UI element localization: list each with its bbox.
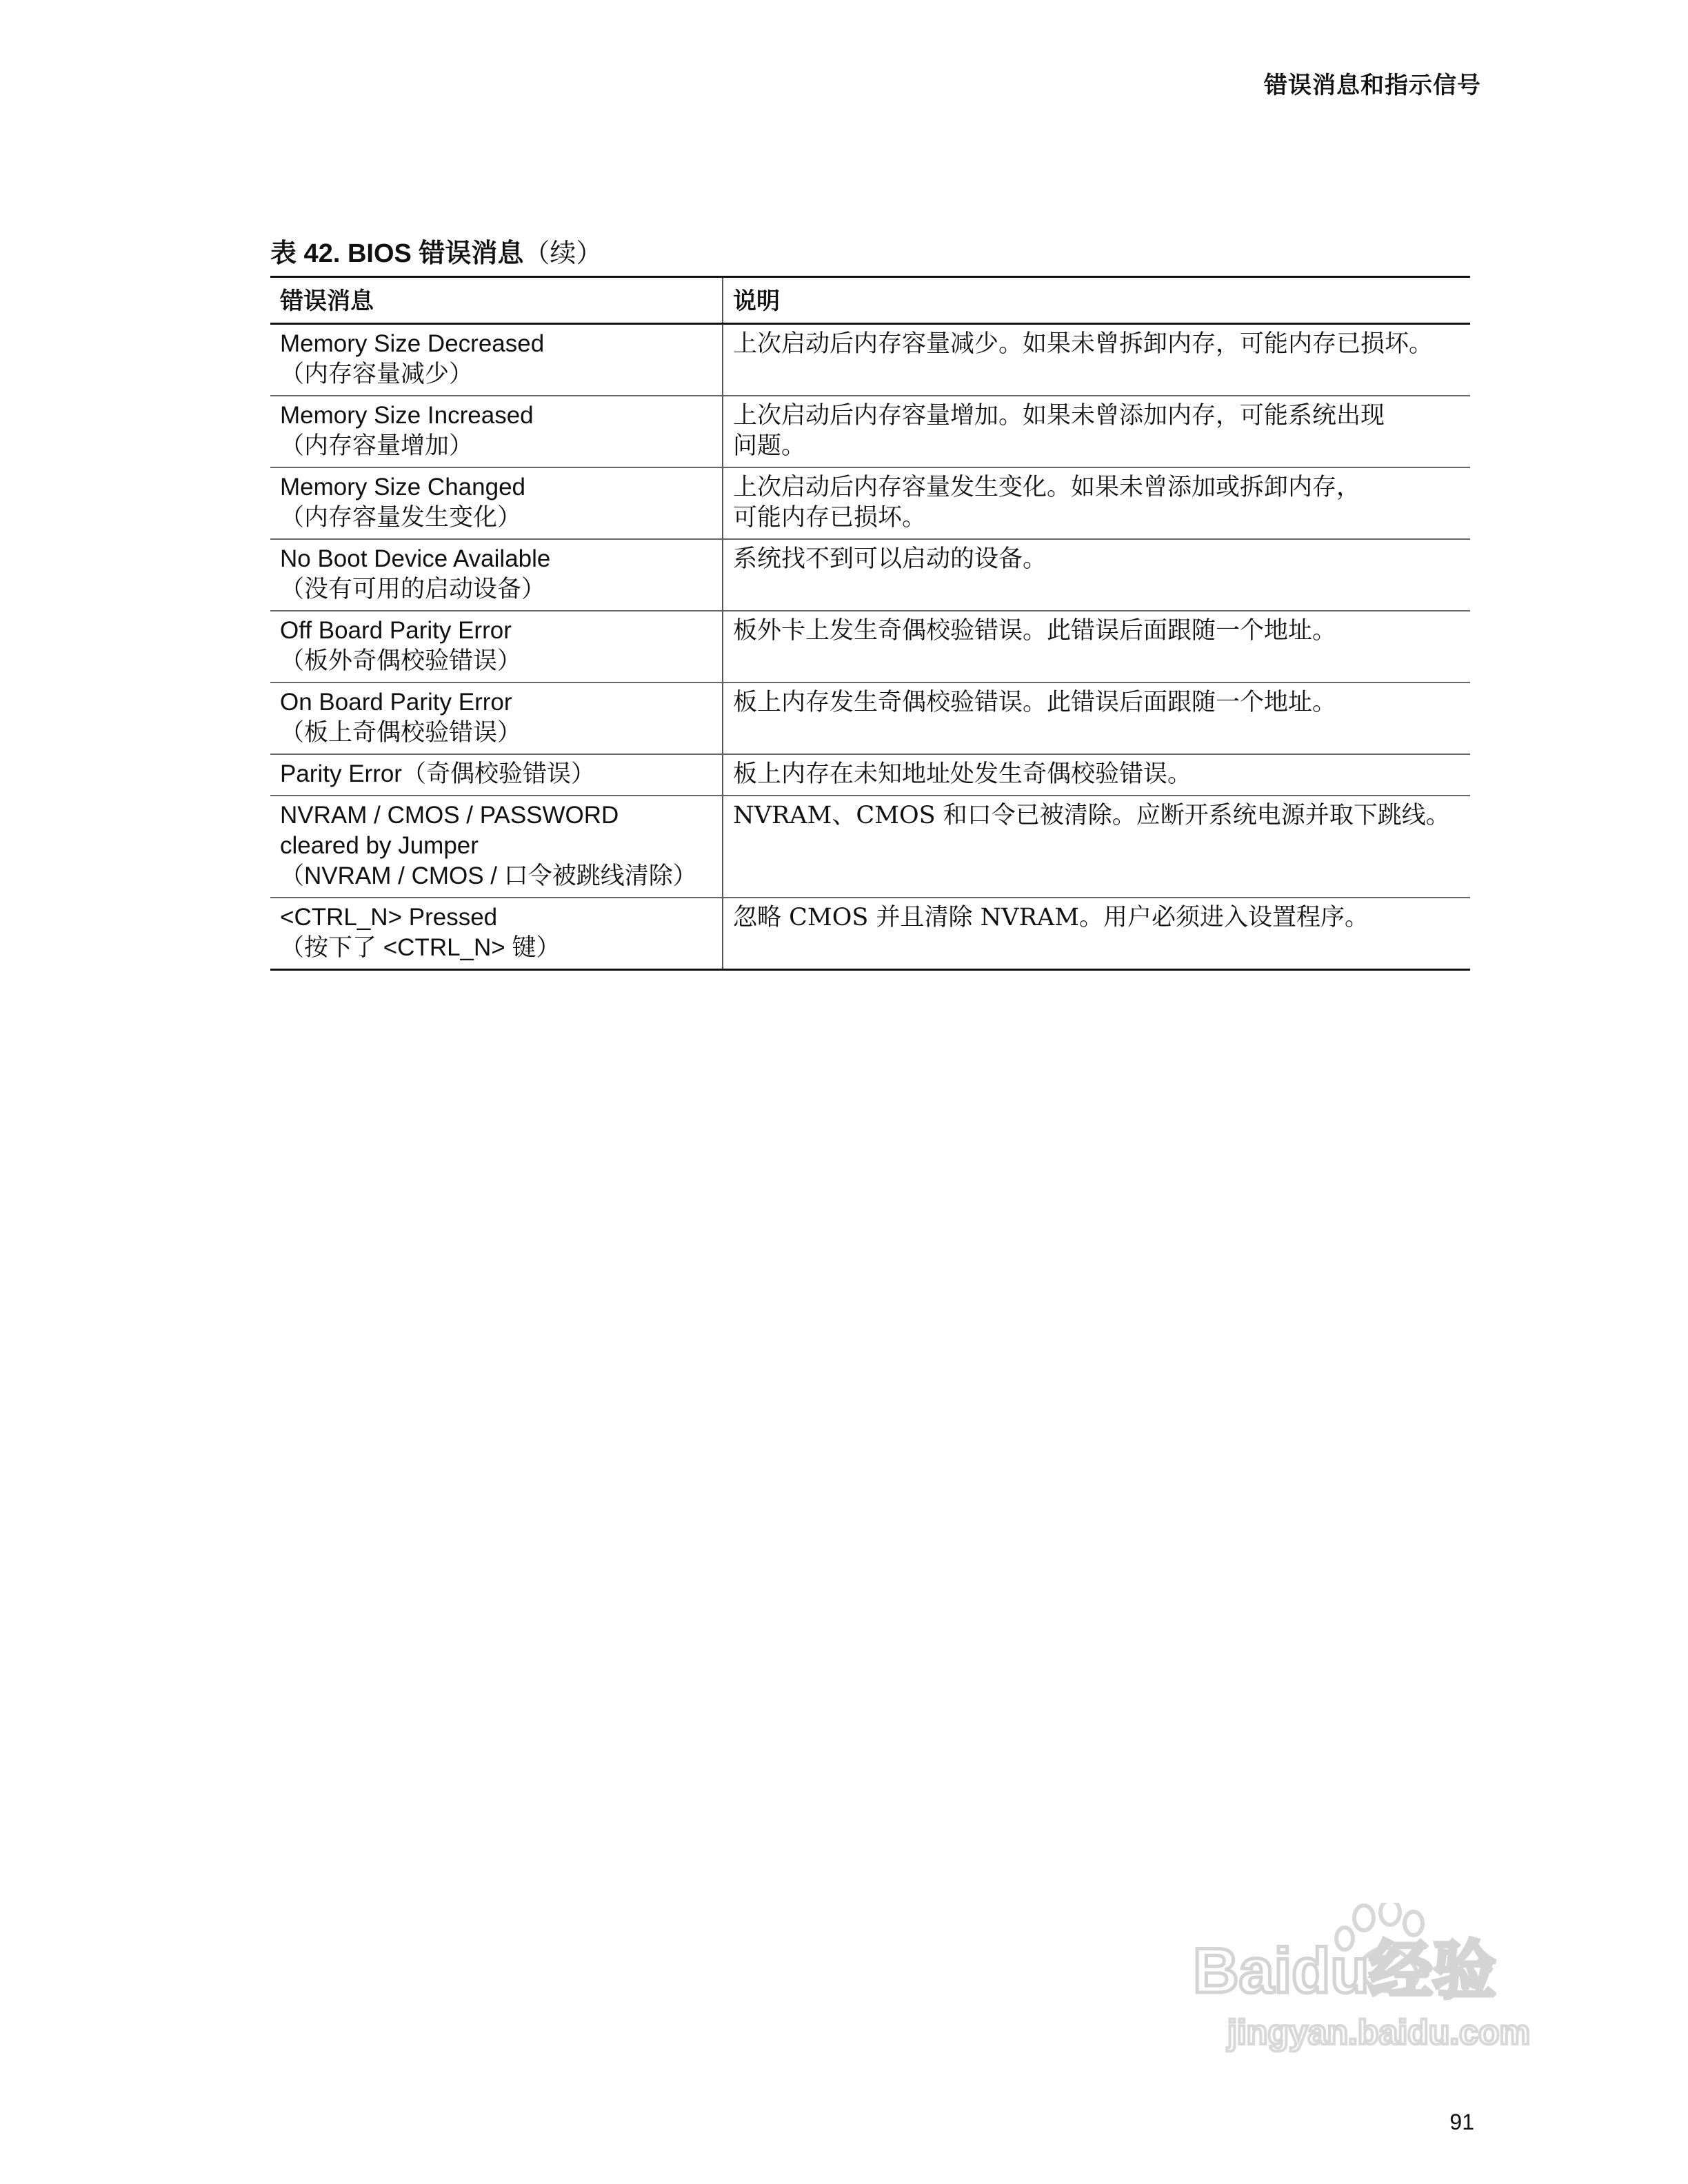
error-message-cell: [270, 682, 723, 754]
error-description-line: 上次启动后内存容量增加。如果未曾添加内存，可能系统出现: [733, 402, 1385, 429]
error-message-line: （内存容量发生变化）: [280, 504, 522, 531]
table-row: [270, 682, 1470, 754]
table-header-row: [270, 277, 1470, 324]
error-description-cell: [723, 898, 1470, 970]
error-message-line: （内存容量减少）: [280, 361, 474, 387]
error-description-line: 上次启动后内存容量发生变化。如果未曾添加或拆卸内存，: [733, 474, 1361, 501]
error-message-line: （内存容量增加）: [280, 432, 474, 459]
table-row: [270, 754, 1470, 796]
error-description-cell: [723, 754, 1470, 796]
error-message-line: Parity Error（奇偶校验错误）: [280, 760, 595, 787]
column-header-description: 说明: [723, 277, 1470, 324]
watermark-brand: Baidu经验: [1193, 1936, 1496, 2006]
error-message-line: No Boot Device Available: [280, 545, 551, 572]
error-message-cell: [270, 796, 723, 898]
error-description-line: 板上内存在未知地址处发生奇偶校验错误。: [733, 760, 1192, 788]
table-row: [270, 611, 1470, 682]
error-description-cell: [723, 796, 1470, 898]
error-description-line: 忽略 CMOS 并且清除 NVRAM。用户必须进入设置程序。: [733, 904, 1369, 931]
error-message-line: <CTRL_N> Pressed: [280, 904, 498, 931]
table-caption: [270, 232, 602, 270]
table-row: [270, 467, 1470, 539]
table-row: [270, 396, 1470, 467]
error-description-cell: [723, 611, 1470, 682]
error-message-cell: [270, 324, 723, 396]
table-row: [270, 539, 1470, 611]
page-header-title: 错误消息和指示信号: [1264, 72, 1481, 99]
table-body: [270, 324, 1470, 970]
error-message-line: NVRAM / CMOS / PASSWORD: [280, 802, 619, 829]
table-row: [270, 796, 1470, 898]
table-caption-continued: （续）: [523, 239, 603, 268]
error-message-line: Off Board Parity Error: [280, 617, 512, 644]
error-message-cell: [270, 539, 723, 611]
error-description-line: 上次启动后内存容量减少。如果未曾拆卸内存，可能内存已损坏。: [733, 330, 1434, 358]
error-message-line: （按下了 <CTRL_N> 键）: [280, 934, 561, 961]
watermark-url: jingyan.baidu.com: [1227, 2013, 1530, 2052]
error-message-line: （板上奇偶校验错误）: [280, 719, 522, 746]
error-message-line: On Board Parity Error: [280, 689, 512, 716]
error-description-cell: [723, 682, 1470, 754]
error-message-cell: [270, 898, 723, 970]
error-description-line: NVRAM、CMOS 和口令已被清除。应断开系统电源并取下跳线。: [733, 802, 1450, 829]
error-description-line: 问题。: [733, 432, 806, 460]
error-message-line: Memory Size Increased: [280, 402, 534, 429]
table-caption-label: 表 42. BIOS 错误消息: [270, 239, 524, 268]
error-message-line: Memory Size Changed: [280, 474, 525, 501]
table-row: [270, 898, 1470, 970]
error-message-line: （板外奇偶校验错误）: [280, 647, 522, 674]
table-row: [270, 324, 1470, 396]
error-description-line: 可能内存已损坏。: [733, 504, 927, 532]
error-description-line: 板上内存发生奇偶校验错误。此错误后面跟随一个地址。: [733, 689, 1337, 716]
error-description-line: 系统找不到可以启动的设备。: [733, 545, 1047, 573]
error-message-line: （没有可用的启动设备）: [280, 576, 546, 603]
error-message-line: （NVRAM / CMOS / 口令被跳线清除）: [280, 862, 697, 889]
error-description-cell: [723, 539, 1470, 611]
error-message-cell: [270, 611, 723, 682]
bios-error-table: [270, 276, 1470, 971]
error-message-line: cleared by Jumper: [280, 832, 479, 859]
error-message-cell: [270, 467, 723, 539]
bios-error-table-container: [270, 276, 1470, 971]
error-description-line: 板外卡上发生奇偶校验错误。此错误后面跟随一个地址。: [733, 617, 1337, 645]
page-number: 91: [1449, 2110, 1474, 2134]
error-description-cell: [723, 467, 1470, 539]
error-message-cell: [270, 754, 723, 796]
error-message-cell: [270, 396, 723, 467]
column-header-message: 错误消息: [270, 277, 723, 324]
error-message-line: Memory Size Decreased: [280, 330, 545, 357]
error-description-cell: [723, 324, 1470, 396]
baidu-jingyan-watermark: [1186, 1903, 1572, 2054]
error-description-cell: [723, 396, 1470, 467]
